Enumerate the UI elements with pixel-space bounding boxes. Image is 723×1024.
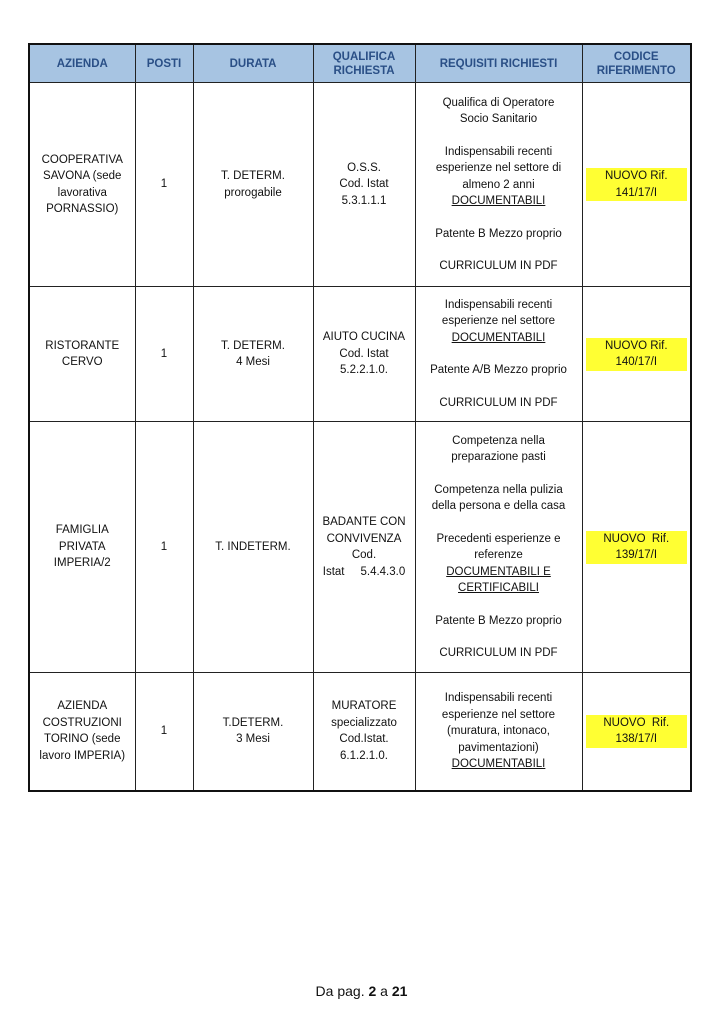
cell-qualifica: BADANTE CON CONVIVENZA Cod. Istat 5.4.4.3.0	[313, 422, 415, 673]
cell-codice: NUOVO Rif. 139/17/I	[582, 422, 691, 673]
cell-qualifica: O.S.S. Cod. Istat 5.3.1.1.1	[313, 83, 415, 287]
cell-durata: T.DETERM. 3 Mesi	[193, 673, 313, 791]
header-durata: DURATA	[193, 44, 313, 83]
header-codice: CODICE RIFERIMENTO	[582, 44, 691, 83]
footer-middle: a	[380, 983, 388, 999]
cell-durata: T. INDETERM.	[193, 422, 313, 673]
cell-azienda: FAMIGLIA PRIVATA IMPERIA/2	[29, 422, 135, 673]
cell-codice: NUOVO Rif. 141/17/I	[582, 83, 691, 287]
header-requisiti: REQUISITI RICHIESTI	[415, 44, 582, 83]
table-row	[29, 287, 691, 422]
cell-qualifica: AIUTO CUCINA Cod. Istat 5.2.2.1.0.	[313, 287, 415, 422]
header-posti: POSTI	[135, 44, 193, 83]
header-qualifica: QUALIFICA RICHIESTA	[313, 44, 415, 83]
cell-posti: 1	[135, 83, 193, 287]
table-row	[29, 83, 691, 287]
cell-durata: T. DETERM. 4 Mesi	[193, 287, 313, 422]
footer-prefix: Da pag.	[315, 983, 365, 999]
cell-posti: 1	[135, 287, 193, 422]
cell-requisiti: Competenza nella preparazione pasti Competenza nella pulizia della persona e della casa Precedenti esperienze e referenze DOCUMENTABILI E CERTIFICABILI Patente B Mezzo proprio CURRICULUM IN PDF	[415, 422, 582, 673]
cell-posti: 1	[135, 673, 193, 791]
job-offers-table	[28, 43, 692, 792]
cell-azienda: COOPERATIVA SAVONA (sede lavorativa PORNASSIO)	[29, 83, 135, 287]
codice-highlight: NUOVO Rif.	[586, 168, 688, 185]
cell-qualifica: MURATORE specializzato Cod.Istat. 6.1.2.1.0.	[313, 673, 415, 791]
cell-posti: 1	[135, 422, 193, 673]
cell-durata: T. DETERM. prorogabile	[193, 83, 313, 287]
footer-page-number: 2	[368, 983, 377, 999]
header-row	[29, 44, 691, 83]
cell-codice: NUOVO Rif. 140/17/I	[582, 287, 691, 422]
header-azienda: AZIENDA	[29, 44, 135, 83]
cell-azienda: RISTORANTE CERVO	[29, 287, 135, 422]
footer-total-pages: 21	[391, 983, 408, 999]
cell-requisiti: Qualifica di Operatore Socio Sanitario Indispensabili recenti esperienze nel settore di almeno 2 anni DOCUMENTABILI Patente B Mezzo proprio CURRICULUM IN PDF	[415, 83, 582, 287]
cell-requisiti: Indispensabili recenti esperienze nel settore DOCUMENTABILI Patente A/B Mezzo proprio CURRICULUM IN PDF	[415, 287, 582, 422]
cell-codice: NUOVO Rif. 138/17/I	[582, 673, 691, 791]
cell-requisiti: Indispensabili recenti esperienze nel settore (muratura, intonaco, pavimentazioni) DOCUMENTABILI	[415, 673, 582, 791]
table-row	[29, 673, 691, 791]
table-row	[29, 422, 691, 673]
page-footer	[0, 983, 723, 999]
cell-azienda: AZIENDA COSTRUZIONI TORINO (sede lavoro IMPERIA)	[29, 673, 135, 791]
